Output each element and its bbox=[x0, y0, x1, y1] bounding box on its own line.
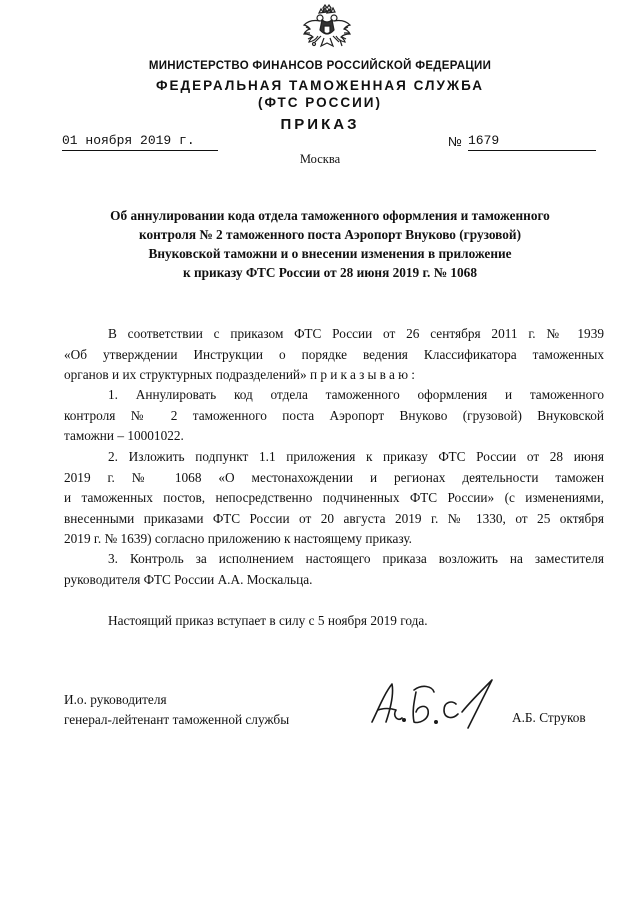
item-3-paragraph bbox=[64, 549, 604, 590]
order-date: 01 ноября 2019 г. bbox=[62, 133, 218, 151]
item-1-paragraph bbox=[64, 385, 604, 447]
city: Москва bbox=[299, 152, 341, 166]
paragraph-line: внесенными приказами ФТС России от 20 августа 2019 г. № 1330, от 25 октября bbox=[64, 510, 604, 526]
paragraph-line: таможни – 10001022. bbox=[64, 428, 184, 443]
subject-line: к приказу ФТС России от 28 июня 2019 г. № 1068 bbox=[183, 265, 477, 280]
paragraph-line: В соответствии с приказом ФТС России от 26 сентября 2011 г. № 1939 bbox=[108, 326, 604, 341]
item-2-paragraph bbox=[64, 447, 604, 550]
paragraph-line: и таможенных постов, непосредственно подчиненных ФТС России» (с изменениями, bbox=[64, 490, 604, 505]
paragraph-line: «Об утверждении Инструкции о порядке ведения Классификатора таможенных bbox=[64, 346, 604, 362]
service-name: ФЕДЕРАЛЬНАЯ ТАМОЖЕННАЯ СЛУЖБА bbox=[155, 78, 485, 93]
paragraph-line: 3. Контроль за исполнением настоящего приказа возложить на заместителя bbox=[108, 551, 604, 566]
paragraph-line: органов и их структурных подразделений» bbox=[64, 367, 307, 382]
signer-position-line: генерал-лейтенант таможенной службы bbox=[64, 712, 290, 727]
order-subject bbox=[60, 206, 600, 282]
paragraph-line: контроля № 2 таможенного поста Аэропорт Внуково (грузовой) Внуковской bbox=[64, 407, 604, 423]
document-type: ПРИКАЗ bbox=[280, 116, 360, 133]
subject-line: контроля № 2 таможенного поста Аэропорт Внуково (грузовой) bbox=[139, 227, 521, 242]
handwritten-signature bbox=[368, 672, 498, 736]
paragraph-line: Настоящий приказ вступает в силу с 5 ноября 2019 года. bbox=[108, 613, 428, 628]
paragraph-line: руководителя ФТС России А.А. Москальца. bbox=[64, 571, 313, 587]
subject-line: Внуковской таможни и о внесении изменения в приложение bbox=[148, 246, 512, 261]
signer-position-line: И.о. руководителя bbox=[64, 692, 167, 707]
subject-line: Об аннулировании кода отдела таможенного оформления и таможенного bbox=[110, 208, 550, 223]
order-number: 1679 bbox=[468, 133, 596, 151]
effective-date-paragraph bbox=[64, 611, 604, 632]
order-directive: приказываю: bbox=[310, 367, 419, 382]
paragraph-line: 2019 г. № 1068 «О местонахождении и регионах деятельности таможен bbox=[64, 469, 604, 485]
number-sign: № bbox=[448, 134, 462, 149]
signer-position bbox=[64, 690, 289, 730]
paragraph-line: 2019 г. № 1639) согласно приложению к настоящему приказу. bbox=[64, 531, 413, 546]
paragraph-line: 1. Аннулировать код отдела таможенного оформления и таможенного bbox=[108, 387, 604, 402]
ministry-name: МИНИСТЕРСТВО ФИНАНСОВ РОССИЙСКОЙ ФЕДЕРАЦИИ bbox=[148, 60, 492, 72]
service-abbreviation: (ФТС РОССИИ) bbox=[258, 95, 382, 110]
paragraph-line: 2. Изложить подпункт 1.1 приложения к приказу ФТС России от 28 июня bbox=[108, 449, 604, 464]
preamble-paragraph bbox=[64, 324, 604, 386]
coat-of-arms-icon bbox=[300, 4, 354, 60]
signer-name: А.Б. Струков bbox=[512, 710, 586, 725]
